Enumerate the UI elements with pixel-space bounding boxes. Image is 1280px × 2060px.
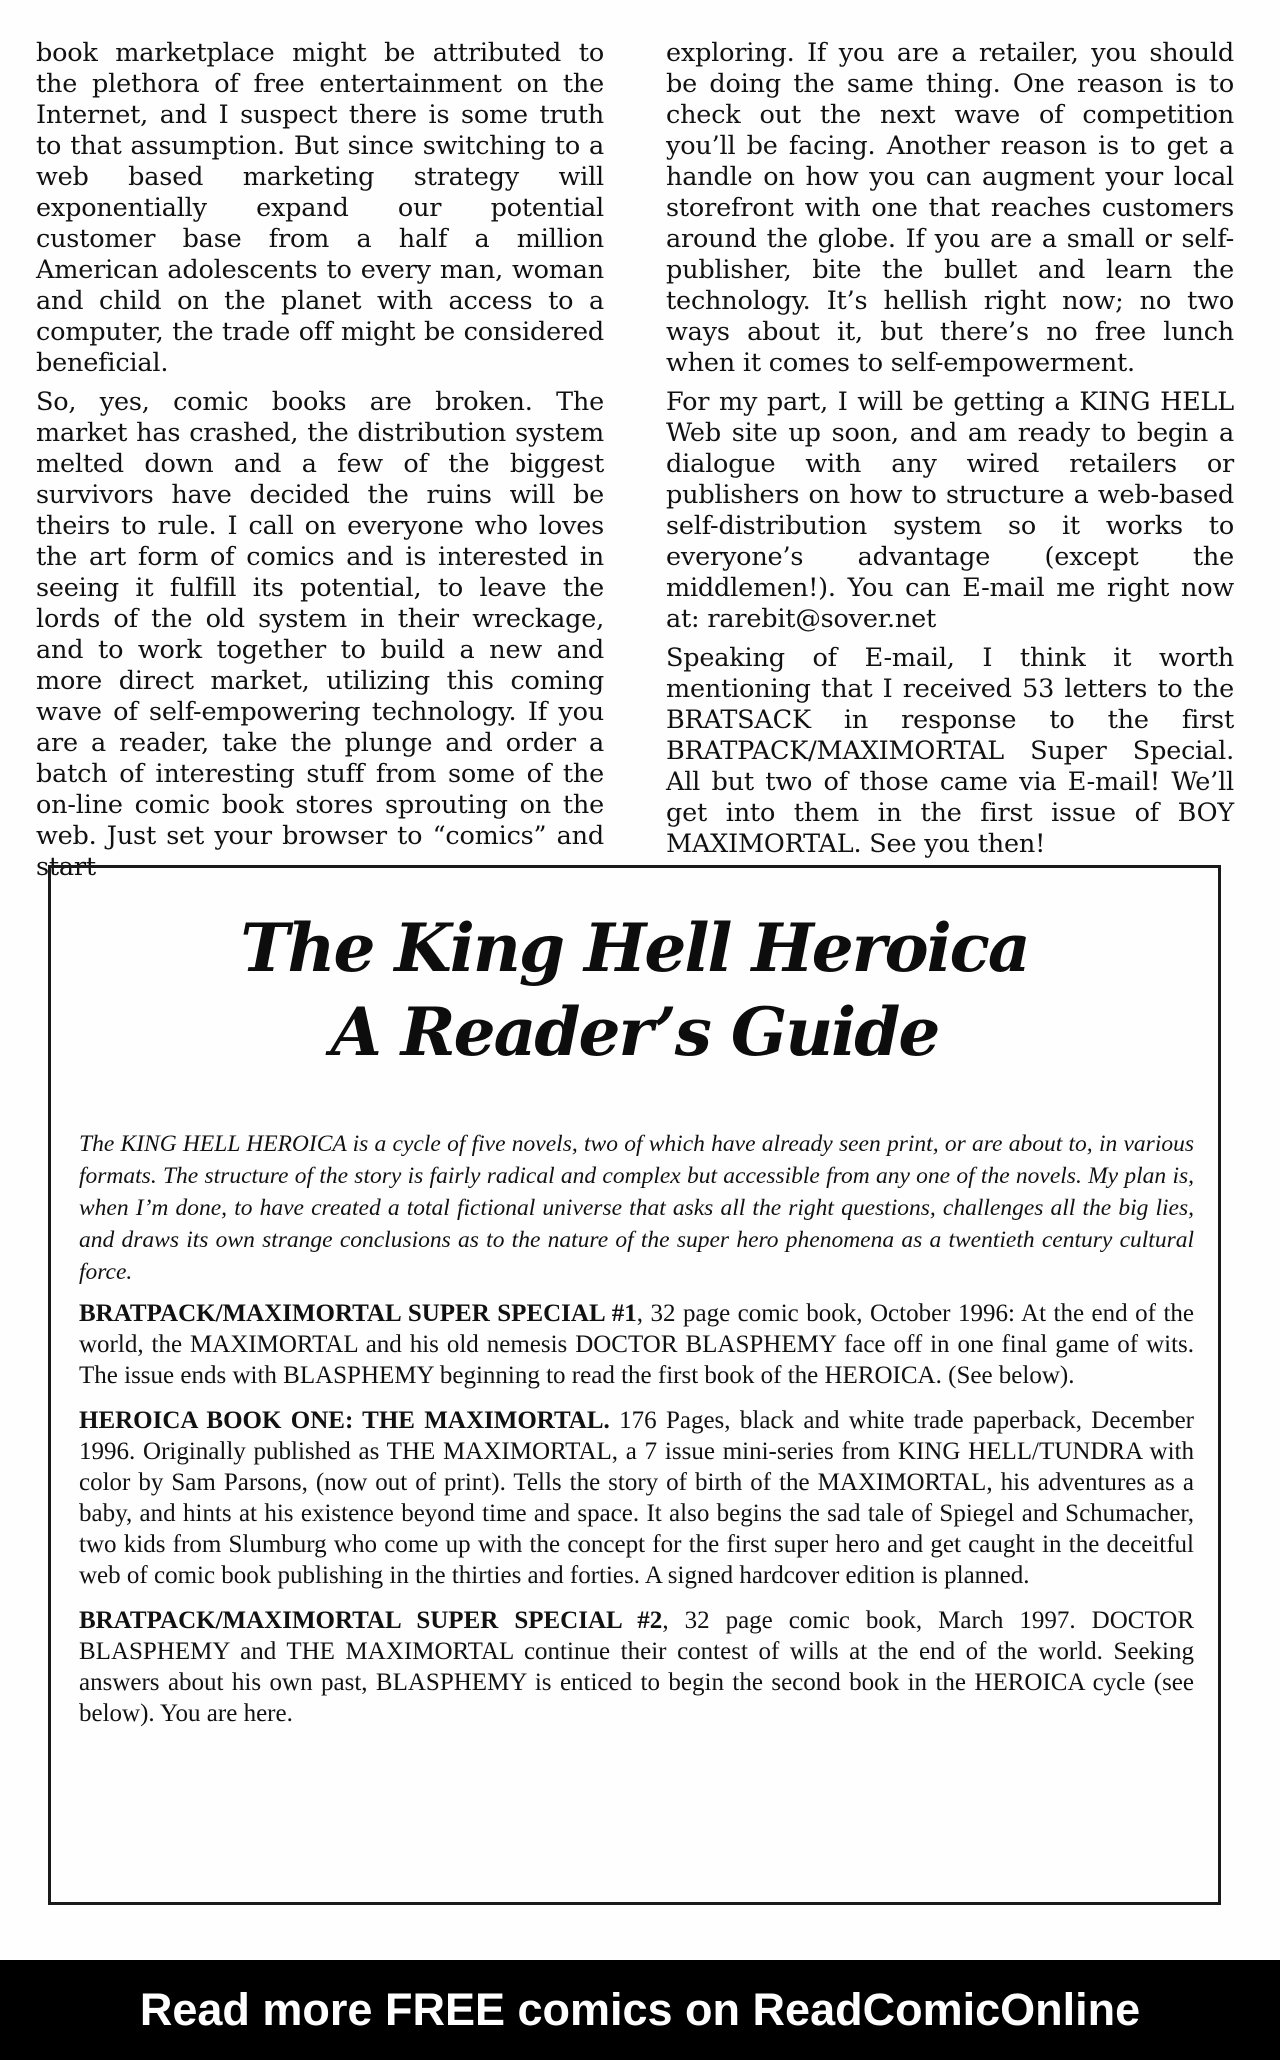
right-column [666, 38, 1234, 859]
guide-intro: The KING HELL HEROICA is a cycle of five novels, two of which have already seen print, or are about to, in various formats. The structure of the story is fairly radical and complex but accessible from any one of the novels. My plan is, when I’m done, to have created a total fictional universe that asks all the right questions, challenges all the big lies, and draws its own strange conclusions as to the nature of the super hero phenomena as a twentieth century cultural force. [79, 1131, 1194, 1285]
right-paragraph-2: For my part, I will be getting a KING HELL Web site up soon, and am ready to begin a dialogue with any wired retailers or publishers on how to structure a web-based self-distribution system so it works to everyone’s advantage (except the middlemen!). You can E-mail me right now at: rarebit@sover.net [666, 387, 1234, 634]
guide-title [51, 906, 1218, 1074]
guide-entry-heading: HEROICA BOOK ONE: THE MAXIMORTAL. [79, 1407, 610, 1434]
guide-entry-text: , 32 page comic book, March 1997. DOCTOR BLASPHEMY and THE MAXIMORTAL continue their contest of wills at the end of the world. Seeking answers about his own past, BLASPHEMY is enticed to begin the second book in the HEROICA cycle (see below). You are here. [79, 1607, 1194, 1727]
guide-entry-heading: BRATPACK/MAXIMORTAL SUPER SPECIAL #1 [79, 1300, 637, 1327]
guide-entry-heading: BRATPACK/MAXIMORTAL SUPER SPECIAL #2 [79, 1607, 663, 1634]
readers-guide-box [48, 865, 1221, 1905]
left-paragraph-1: book marketplace might be attributed to the plethora of free entertainment on the Internet, and I suspect there is some truth to that assumption. But since switching to a web based marketing strategy will exponentially expand our potential customer base from a half a million American adolescents to every man, woman and child on the planet with access to a computer, the trade off might be considered beneficial. [36, 38, 604, 378]
guide-entries [79, 1298, 1194, 1743]
guide-entry [79, 1298, 1194, 1391]
guide-entry-text: , 32 page comic book, October 1996: At the end of the world, the MAXIMORTAL and his old nemesis DOCTOR BLASPHEMY face off in one final game of wits. The issue ends with BLASPHEMY beginning to read the first book of the HEROICA. (See below). [79, 1300, 1194, 1389]
guide-title-line-2: A Reader’s Guide [330, 993, 939, 1071]
right-paragraph-3: Speaking of E-mail, I think it worth mentioning that I received 53 letters to the BRATSACK in response to the first BRATPACK/MAXIMORTAL Super Special. All but two of those came via E-mail! We’ll get into them in the first issue of BOY MAXIMORTAL. See you then! [666, 643, 1234, 859]
guide-title-line-1: The King Hell Heroica [240, 909, 1029, 987]
left-column [36, 38, 604, 882]
article-columns [36, 38, 1234, 882]
guide-entry [79, 1405, 1194, 1591]
read-more-banner[interactable] [0, 1960, 1280, 2060]
guide-entry [79, 1605, 1194, 1729]
left-paragraph-2: So, yes, comic books are broken. The market has crashed, the distribution system melted down and a few of the biggest survivors have decided the ruins will be theirs to rule. I call on everyone who loves the art form of comics and is interested in seeing it fulfill its potential, to leave the lords of the old system in their wreckage, and to work together to build a new and more direct market, utilizing this coming wave of self-empowering technology. If you are a reader, take the plunge and order a batch of interesting stuff from some of the on-line comic book stores sprouting on the web. Just set your browser to “comics” and start [36, 387, 604, 882]
guide-entry-text: 176 Pages, black and white trade paperback, December 1996. Originally published as THE MAXIMORTAL, a 7 issue mini-series from KING HELL/TUNDRA with color by Sam Parsons, (now out of print). Tells the story of birth of the MAXIMORTAL, his adventures as a baby, and hints at his existence beyond time and space. It also begins the sad tale of Spiegel and Schumacher, two kids from Slumburg who come up with the concept for the first super hero and get caught in the deceitful web of comic book publishing in the thirties and forties. A signed hardcover edition is planned. [79, 1407, 1194, 1589]
banner-text: Read more FREE comics on ReadComicOnline [139, 1984, 1141, 2035]
right-paragraph-1: exploring. If you are a retailer, you should be doing the same thing. One reason is to check out the next wave of competition you’ll be facing. Another reason is to get a handle on how you can augment your local storefront with one that reaches customers around the globe. If you are a small or self-publisher, bite the bullet and learn the technology. It’s hellish right now; no two ways about it, but there’s no free lunch when it comes to self-empowerment. [666, 38, 1234, 378]
